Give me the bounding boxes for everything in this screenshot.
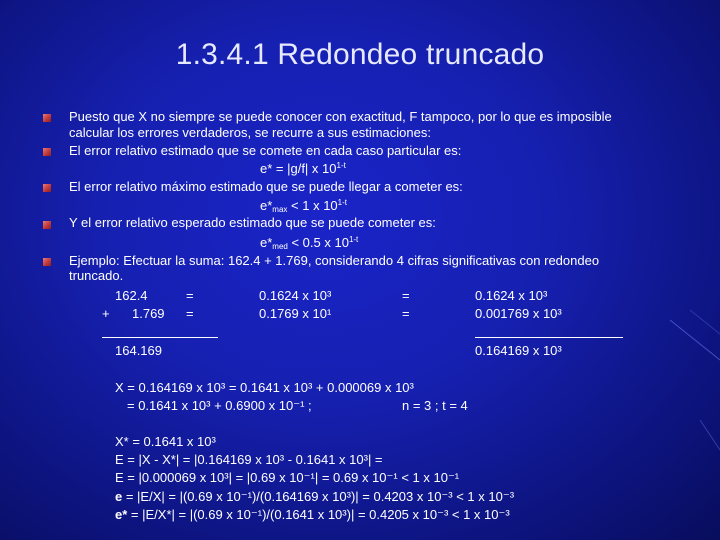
n-t-values: n = 3 ; t = 4 [402, 398, 468, 413]
bullet-text: El error relativo máximo estimado que se puede llegar a cometer es: [69, 179, 463, 194]
bullet-icon [43, 184, 51, 192]
equals-sign: = [402, 288, 410, 303]
bullet-text: truncado. [69, 268, 124, 283]
bullet-icon [43, 221, 51, 229]
absolute-error-line-1: E = |X - X*| = |0.164169 x 10³ - 0.1641 x 10³| = [115, 452, 383, 467]
sum-underline-right [475, 337, 623, 338]
sum-operand-1-normalized: 0.1624 x 10³ [259, 288, 332, 303]
bullet-text: El error relativo estimado que se comete en cada caso particular es: [69, 143, 462, 158]
sum-total-normalized: 0.164169 x 10³ [475, 343, 562, 358]
sum-underline-left [102, 337, 218, 338]
sum-operand-2-normalized: 0.1769 x 10¹ [259, 306, 332, 321]
formula-expected-error: $e*_{med} < 0.5$ x 10$^{1-t}$ [260, 235, 359, 251]
sum-operand-1: 162.4 [115, 288, 148, 303]
sum-operand-2-aligned: 0.001769 x 10³ [475, 306, 562, 321]
bullet-text: Ejemplo: Efectuar la suma: 162.4 + 1.769, considerando 4 cifras significativas con redondeo [69, 253, 600, 268]
bullet-text: Y el error relativo esperado estimado que se puede cometer es: [69, 215, 436, 230]
sum-operand-2: 1.769 [132, 306, 165, 321]
sum-operand-1-aligned: 0.1624 x 10³ [475, 288, 548, 303]
bullet-icon [43, 114, 51, 122]
equals-sign: = [186, 306, 194, 321]
bullet-text: Puesto que X no siempre se puede conocer con exactitud, F tampoco, por lo que es imposible [69, 109, 612, 124]
relative-error-line: e = |E/X| = |(0.69 x 10⁻¹)/(0.164169 x 10³)| = 0.4203 x 10⁻³ < 1 x 10⁻³ [115, 489, 515, 504]
decorative-lines [660, 300, 720, 540]
bullet-icon [43, 148, 51, 156]
sum-total: 164.169 [115, 343, 162, 358]
absolute-error-line-2: E = |0.000069 x 10³| = |0.69 x 10⁻¹| = 0.69 x 10⁻¹ < 1 x 10⁻¹ [115, 470, 460, 485]
formula-relative-error: e* = |g/f| x 10$^{1-t}$ [260, 161, 346, 176]
bullet-text: calcular los errores verdaderos, se recurre a sus estimaciones: [69, 125, 431, 140]
equals-sign: = [402, 306, 410, 321]
estimated-relative-error-line: e* = |E/X*| = |(0.69 x 10⁻¹)/(0.1641 x 10³)| = 0.4205 x 10⁻³ < 1 x 10⁻³ [115, 507, 510, 522]
formula-max-error: $e*_{max} < 1$ x 10$^{1-t}$ [260, 198, 347, 214]
x-star-value: X* = 0.1641 x 10³ [115, 434, 216, 449]
equals-sign: = [186, 288, 194, 303]
bullet-icon [43, 258, 51, 266]
slide-title: 1.3.4.1 Redondeo truncado [175, 38, 545, 71]
x-calculation-line-2: = 0.1641 x 10³ + 0.6900 x 10⁻¹ ; [127, 398, 312, 413]
plus-sign: + [102, 306, 110, 321]
x-calculation-line-1: X = 0.164169 x 10³ = 0.1641 x 10³ + 0.000069 x 10³ [115, 380, 414, 395]
